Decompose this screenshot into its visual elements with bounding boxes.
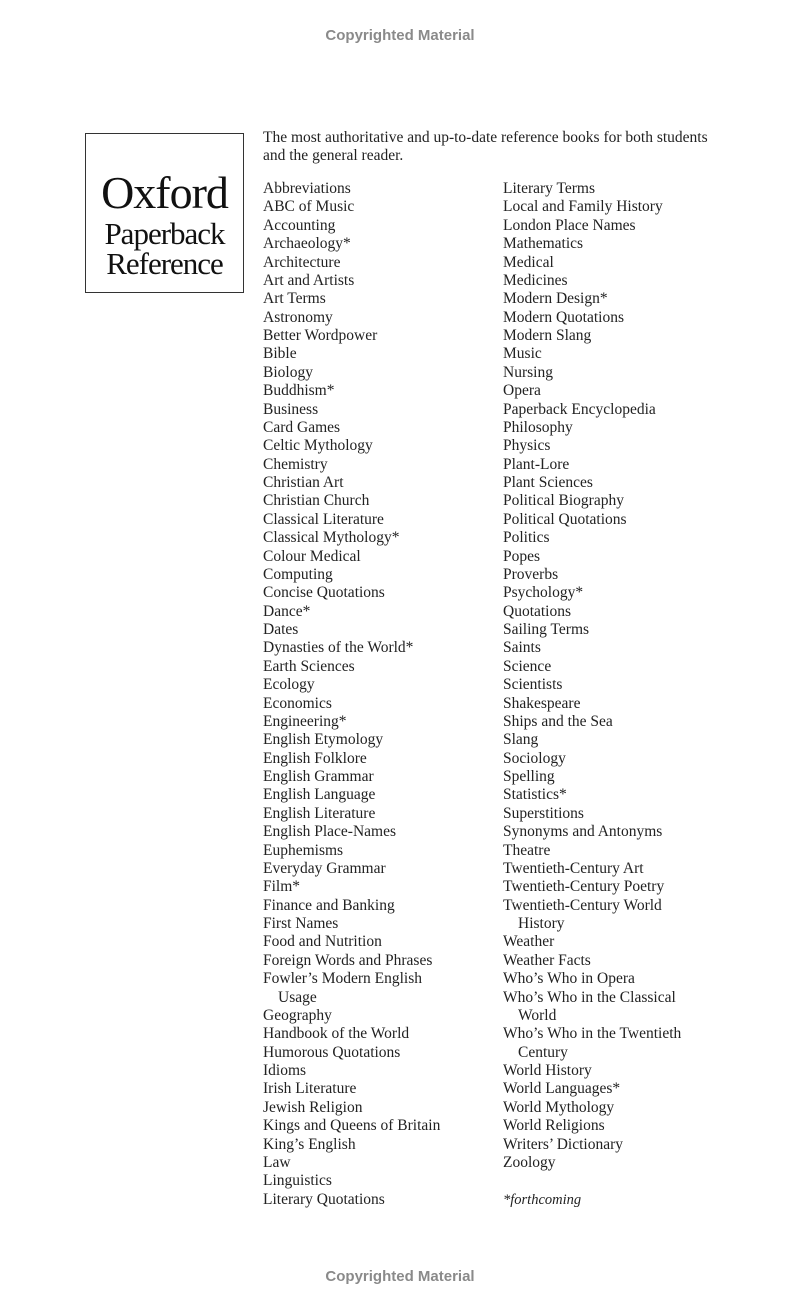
title-list-item <box>503 878 681 896</box>
copyright-watermark-top: Copyrighted Material <box>325 27 475 44</box>
title-text: Christian Art <box>263 474 344 491</box>
title-list-item <box>503 1062 681 1080</box>
title-list-item <box>263 731 440 749</box>
title-list-item <box>503 823 681 841</box>
title-text: Physics <box>503 437 551 455</box>
title-list-item <box>263 878 440 896</box>
title-list-item <box>263 676 440 694</box>
title-list-item <box>503 1154 681 1172</box>
title-text: Dance* <box>263 602 311 620</box>
title-text: Spelling <box>503 768 555 785</box>
title-list-item <box>263 897 440 915</box>
title-list-item <box>263 584 440 602</box>
title-list-item <box>263 1191 440 1209</box>
title-text: Mathematics <box>503 235 584 253</box>
title-list-item <box>503 1099 681 1117</box>
title-list-item <box>263 1062 440 1080</box>
title-text: Concise Quotations <box>263 584 385 602</box>
title-list-item <box>503 511 681 529</box>
title-text: Card Games <box>263 418 341 436</box>
title-text: Saints <box>503 639 541 657</box>
title-text: Colour Medical <box>263 547 361 565</box>
title-text: Modern Slang <box>503 327 592 344</box>
title-list-item <box>503 364 681 382</box>
title-list-item <box>263 713 440 731</box>
title-list-item <box>263 786 440 804</box>
intro-text: The most authoritative and up-to-date reference books for both students and the general reader. <box>263 129 708 165</box>
title-text: Astronomy <box>263 308 333 326</box>
title-list-item <box>503 603 681 621</box>
title-text: World Languages* <box>503 1080 621 1098</box>
title-text: Twentieth-Century World <box>503 896 662 914</box>
title-list-item <box>503 584 681 602</box>
title-text: English Literature <box>263 804 376 822</box>
title-list-item <box>263 511 440 529</box>
title-list-item <box>503 217 681 235</box>
title-list-item <box>503 1025 681 1062</box>
title-text: Nursing <box>503 363 553 381</box>
title-text: Political Quotations <box>503 510 627 528</box>
title-list-item <box>503 382 681 400</box>
title-text: Biology <box>263 363 313 381</box>
title-list-item <box>503 786 681 804</box>
title-text: Who’s Who in Opera <box>503 970 635 988</box>
title-text: Who’s Who in the Twentieth <box>503 1025 682 1043</box>
title-text: Dates <box>263 621 299 638</box>
title-list-item <box>263 529 440 547</box>
title-text: Art Terms <box>263 290 326 308</box>
title-text: Writers’ Dictionary <box>503 1135 624 1153</box>
title-text: Medical <box>503 253 554 271</box>
title-list-item <box>503 529 681 547</box>
copyright-watermark-bottom: Copyrighted Material <box>325 1268 475 1285</box>
title-text: Archaeology* <box>263 235 351 253</box>
title-text: Science <box>503 657 552 675</box>
title-list-item <box>263 566 440 584</box>
title-text: Zoology <box>503 1153 556 1171</box>
titles-list-right <box>503 180 681 1209</box>
title-list-item <box>503 235 681 253</box>
title-list-item <box>503 933 681 951</box>
title-text: World Religions <box>503 1117 605 1135</box>
title-list-item <box>263 1154 440 1172</box>
title-text: Abbreviations <box>263 180 351 197</box>
title-text: Superstitions <box>503 804 584 822</box>
title-list-item <box>263 327 440 345</box>
title-text: Literary Terms <box>503 180 596 197</box>
title-text: World Mythology <box>503 1098 615 1116</box>
title-list-item <box>503 566 681 584</box>
title-text: Quotations <box>503 602 572 620</box>
title-text: London Place Names <box>503 216 636 234</box>
title-text: Bible <box>263 345 297 363</box>
title-text: Idioms <box>263 1062 307 1079</box>
titles-list-left <box>263 180 440 1209</box>
title-text: Twentieth-Century Art <box>503 859 644 877</box>
title-text: Philosophy <box>503 418 573 436</box>
title-list-item <box>503 290 681 308</box>
title-text: Weather Facts <box>503 951 591 969</box>
title-text: Psychology* <box>503 584 584 602</box>
title-text: Modern Design* <box>503 290 608 308</box>
title-list-item <box>503 713 681 731</box>
title-list-item <box>503 309 681 327</box>
title-list-item <box>263 1136 440 1154</box>
title-text: Popes <box>503 547 541 565</box>
title-text: Kings and Queens of Britain <box>263 1117 441 1135</box>
title-text: Music <box>503 345 542 363</box>
title-list-item <box>263 915 440 933</box>
title-list-item <box>263 345 440 363</box>
title-list-item <box>263 750 440 768</box>
title-text: Better Wordpower <box>263 327 378 344</box>
title-text: Earth Sciences <box>263 657 355 675</box>
title-list-item <box>503 1117 681 1135</box>
title-list-item <box>263 474 440 492</box>
title-list-item <box>263 1044 440 1062</box>
title-list-item <box>263 1007 440 1025</box>
title-text: Jewish Religion <box>263 1098 363 1116</box>
title-text: Statistics* <box>503 786 567 804</box>
title-list-item <box>263 860 440 878</box>
title-text: Local and Family History <box>503 198 663 216</box>
title-list-item <box>263 382 440 400</box>
logo-line-reference: Reference <box>106 246 223 281</box>
title-list-item <box>503 842 681 860</box>
title-list-item <box>503 695 681 713</box>
title-list-item <box>263 695 440 713</box>
title-text: Plant-Lore <box>503 455 570 473</box>
title-text: Literary Quotations <box>263 1190 385 1208</box>
title-text: Classical Literature <box>263 510 384 528</box>
title-list-item <box>263 842 440 860</box>
title-list-item <box>263 658 440 676</box>
title-text-continued: Usage <box>278 988 317 1006</box>
oxford-paperback-reference-logo <box>85 133 244 293</box>
title-list-item <box>503 952 681 970</box>
title-text: English Etymology <box>263 731 384 749</box>
title-text: Political Biography <box>503 492 624 510</box>
title-list-item <box>263 254 440 272</box>
title-text: World History <box>503 1062 592 1079</box>
title-text: Finance and Banking <box>263 896 395 914</box>
title-text: Humorous Quotations <box>263 1043 401 1061</box>
title-text: Dynasties of the World* <box>263 639 414 657</box>
title-text: Film* <box>263 878 301 896</box>
title-text: Paperback Encyclopedia <box>503 400 656 418</box>
title-list-item <box>263 805 440 823</box>
title-text: Handbook of the World <box>263 1025 410 1043</box>
title-text: Proverbs <box>503 565 559 583</box>
title-text: Euphemisms <box>263 841 344 859</box>
title-list-item <box>503 401 681 419</box>
title-text: Opera <box>503 382 541 400</box>
title-list-item <box>503 1080 681 1098</box>
title-text: Everyday Grammar <box>263 859 386 877</box>
title-list-item <box>263 1080 440 1098</box>
title-text: Twentieth-Century Poetry <box>503 878 665 896</box>
title-list-item <box>503 254 681 272</box>
title-text: Theatre <box>503 841 551 859</box>
title-list-item <box>503 419 681 437</box>
title-text-continued: Century <box>518 1043 568 1061</box>
title-list-item <box>503 750 681 768</box>
title-text: Sailing Terms <box>503 621 590 638</box>
title-list-item <box>263 1099 440 1117</box>
title-list-item <box>503 860 681 878</box>
title-text: Art and Artists <box>263 271 355 289</box>
title-list-item <box>503 676 681 694</box>
title-list-item <box>503 805 681 823</box>
title-text: Politics <box>503 529 550 547</box>
title-text: Economics <box>263 694 332 712</box>
title-text: King’s English <box>263 1135 356 1153</box>
title-list-item <box>503 731 681 749</box>
title-text: Medicines <box>503 271 568 289</box>
title-text: ABC of Music <box>263 198 355 216</box>
title-list-item <box>263 952 440 970</box>
title-list-item <box>263 1025 440 1043</box>
title-list-item <box>503 621 681 639</box>
title-list-item <box>263 235 440 253</box>
title-text: Architecture <box>263 253 341 271</box>
title-list-item <box>263 401 440 419</box>
title-list-item <box>263 272 440 290</box>
title-text: Shakespeare <box>503 694 581 712</box>
title-list-item <box>263 198 440 216</box>
title-text: Linguistics <box>263 1172 332 1190</box>
title-list-item <box>263 1117 440 1135</box>
title-list-item <box>263 492 440 510</box>
title-list-item <box>263 309 440 327</box>
title-text: English Language <box>263 786 376 804</box>
title-list-item <box>263 1172 440 1190</box>
title-text: Who’s Who in the Classical <box>503 988 676 1006</box>
title-text-continued: World <box>518 1006 557 1024</box>
title-text: Geography <box>263 1006 332 1024</box>
title-list-item <box>503 1136 681 1154</box>
title-list-item <box>263 621 440 639</box>
title-text-continued: History <box>518 915 565 932</box>
title-text: Slang <box>503 731 539 749</box>
title-list-item <box>263 217 440 235</box>
logo-line-paperback: Paperback <box>104 216 225 251</box>
title-text: Ships and the Sea <box>503 712 613 730</box>
title-list-item <box>263 419 440 437</box>
title-list-item <box>503 327 681 345</box>
title-list-item <box>503 474 681 492</box>
title-list-item <box>503 639 681 657</box>
title-list-item <box>503 658 681 676</box>
title-list-item <box>263 364 440 382</box>
title-text: Computing <box>263 565 333 583</box>
title-list-item <box>263 290 440 308</box>
title-list-item <box>263 933 440 951</box>
forthcoming-footnote: *forthcoming <box>503 1191 582 1208</box>
title-list-item <box>503 198 681 216</box>
title-text: Classical Mythology* <box>263 529 400 547</box>
title-list-item <box>263 603 440 621</box>
title-list-item <box>263 970 440 1007</box>
title-list-item <box>263 823 440 841</box>
title-text: Law <box>263 1153 291 1171</box>
title-text: Irish Literature <box>263 1080 357 1098</box>
title-list-item <box>503 989 681 1026</box>
title-list-item <box>503 180 681 198</box>
title-text: Christian Church <box>263 492 370 510</box>
title-list-item <box>503 897 681 934</box>
title-text: Buddhism* <box>263 382 335 400</box>
title-list-item <box>263 639 440 657</box>
title-list-item <box>503 768 681 786</box>
title-list-item <box>503 456 681 474</box>
title-text: English Folklore <box>263 749 367 767</box>
title-text: Sociology <box>503 749 566 767</box>
title-text: Fowler’s Modern English <box>263 970 423 988</box>
title-text: Ecology <box>263 676 315 694</box>
title-text: Plant Sciences <box>503 474 593 491</box>
title-list-item <box>263 180 440 198</box>
title-list-item <box>263 456 440 474</box>
title-text: Accounting <box>263 216 336 234</box>
title-text: Celtic Mythology <box>263 437 373 455</box>
title-text: Synonyms and Antonyms <box>503 823 663 841</box>
title-list-item <box>263 768 440 786</box>
title-text: Weather <box>503 933 555 951</box>
logo-line-oxford: Oxford <box>101 167 228 218</box>
title-text: Chemistry <box>263 455 328 473</box>
title-text: Foreign Words and Phrases <box>263 951 433 969</box>
title-text: First Names <box>263 915 339 932</box>
title-text: English Place-Names <box>263 823 397 841</box>
title-list-item <box>503 492 681 510</box>
title-list-item <box>503 437 681 455</box>
title-list-item <box>503 272 681 290</box>
title-text: Scientists <box>503 676 563 694</box>
title-list-item <box>503 345 681 363</box>
title-text: Food and Nutrition <box>263 933 382 951</box>
title-list-item <box>503 970 681 988</box>
title-text: Modern Quotations <box>503 308 624 326</box>
title-text: Engineering* <box>263 712 347 730</box>
title-text: Business <box>263 400 319 418</box>
title-list-item <box>263 548 440 566</box>
title-list-item <box>503 548 681 566</box>
title-list-item <box>263 437 440 455</box>
title-text: English Grammar <box>263 768 374 785</box>
